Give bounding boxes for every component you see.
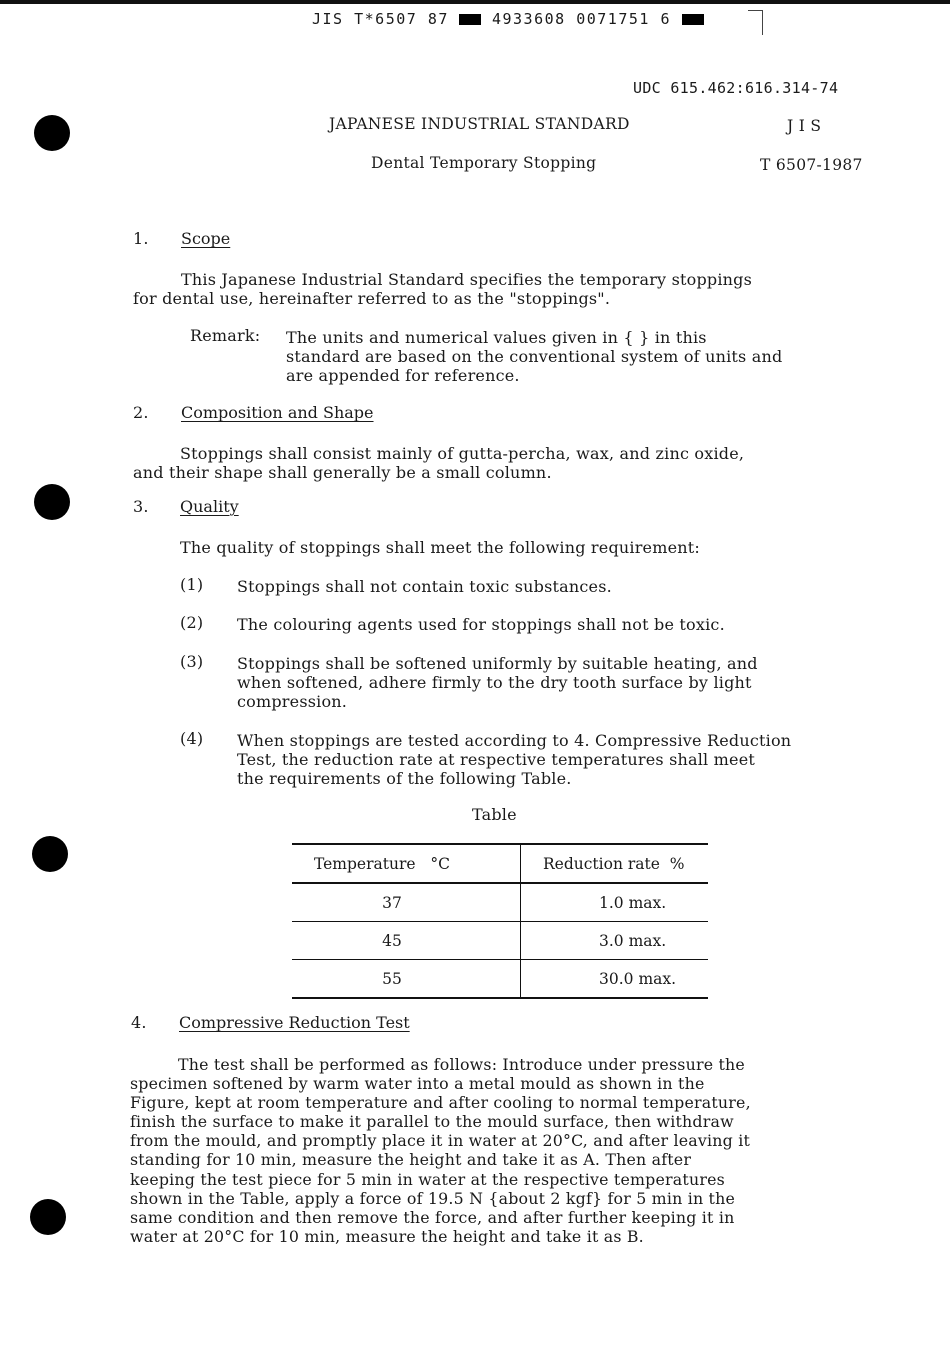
remark-line: are appended for reference. <box>286 366 520 385</box>
section-4-number: 4. <box>131 1013 147 1032</box>
table-row <box>292 960 708 999</box>
section-1-line: This Japanese Industrial Standard specifies the temporary stoppings <box>181 270 753 289</box>
table-caption: Table <box>472 805 517 824</box>
section-4-body <box>130 1055 870 1246</box>
table-row <box>292 922 708 960</box>
section-3-title: Quality <box>180 497 239 516</box>
punch-hole-icon <box>32 836 68 872</box>
scan-header <box>312 10 704 28</box>
quality-item-line: The colouring agents used for stoppings shall not be toxic. <box>237 615 725 634</box>
scan-top-edge <box>0 0 950 4</box>
table-header-row <box>292 844 708 883</box>
section-1-number: 1. <box>133 229 149 248</box>
punch-hole-icon <box>30 1199 66 1235</box>
quality-item-number: (1) <box>180 575 204 594</box>
udc-code: UDC 615.462:616.314-74 <box>633 79 839 97</box>
section-3-intro: The quality of stoppings shall meet the following requirement: <box>180 538 700 557</box>
column-header-reduction-rate: Reduction rate % <box>543 854 685 873</box>
table-row <box>292 883 708 922</box>
quality-item-number: (2) <box>180 613 204 632</box>
document-title: Dental Temporary Stopping <box>371 154 597 172</box>
quality-item-line: when softened, adhere firmly to the dry tooth surface by light <box>237 673 752 692</box>
section-3-number: 3. <box>133 497 149 516</box>
section-4-line: finish the surface to make it parallel to the mould surface, then withdraw <box>130 1112 734 1132</box>
section-2-number: 2. <box>133 403 149 422</box>
cell-temperature: 37 <box>292 883 521 922</box>
section-1-title: Scope <box>181 229 231 248</box>
section-2-line: and their shape shall generally be a small column. <box>133 463 552 482</box>
quality-item-line: Stoppings shall not contain toxic substances. <box>237 577 612 596</box>
cell-reduction-rate: 1.0 max. <box>599 893 667 912</box>
quality-item-number: (4) <box>180 729 204 748</box>
section-4-line: water at 20°C for 10 min, measure the height and take it as B. <box>130 1226 644 1246</box>
quality-item-text <box>237 577 867 596</box>
section-2-body <box>133 444 843 482</box>
section-1-body <box>133 270 833 308</box>
quality-item-number: (3) <box>180 652 204 671</box>
quality-item-text <box>237 615 867 634</box>
scan-code-left: JIS T*6507 87 <box>312 10 449 28</box>
section-4-line: standing for 10 min, measure the height and take it as A. Then after <box>130 1150 692 1170</box>
section-4-line: shown in the Table, apply a force of 19.5 N {about 2 kgf} for 5 min in the <box>130 1188 736 1208</box>
section-4-title: Compressive Reduction Test <box>179 1013 410 1032</box>
section-2-line: Stoppings shall consist mainly of gutta-percha, wax, and zinc oxide, <box>180 444 745 463</box>
column-header-temperature: Temperature °C <box>292 844 521 883</box>
section-4-line: keeping the test piece for 5 min in water at the respective temperatures <box>130 1169 725 1189</box>
quality-item-line: Test, the reduction rate at respective temperatures shall meet <box>237 750 755 769</box>
cell-temperature: 55 <box>292 960 521 999</box>
designation: T 6507-1987 <box>760 156 863 174</box>
redaction-block-icon <box>682 14 704 25</box>
remark-line: standard are based on the conventional system of units and <box>286 347 783 366</box>
punch-hole-icon <box>34 484 70 520</box>
punch-hole-icon <box>34 115 70 151</box>
reduction-rate-table <box>292 843 708 999</box>
section-4-line: from the mould, and promptly place it in water at 20°C, and after leaving it <box>130 1131 751 1151</box>
section-4-line: The test shall be performed as follows: Introduce under pressure the <box>178 1055 745 1074</box>
standard-title: JAPANESE INDUSTRIAL STANDARD <box>329 115 630 133</box>
quality-item-line: compression. <box>237 692 348 711</box>
cell-temperature: 45 <box>292 922 521 960</box>
quality-item-text <box>237 731 877 788</box>
section-2-title: Composition and Shape <box>181 403 374 422</box>
quality-item-text <box>237 654 867 711</box>
quality-item-line: Stoppings shall be softened uniformly by suitable heating, and <box>237 654 758 673</box>
quality-item-line: the requirements of the following Table. <box>237 769 572 788</box>
quality-item-line: When stoppings are tested according to 4. Compressive Reduction <box>237 731 792 750</box>
remark-body <box>286 328 861 385</box>
scan-code-middle: 4933608 0071751 6 <box>491 10 671 28</box>
section-4-line: same condition and then remove the force, and after further keeping it in <box>130 1207 735 1227</box>
redaction-block-icon <box>459 14 481 25</box>
section-4-line: Figure, kept at room temperature and after cooling to normal temperature, <box>130 1093 751 1113</box>
remark-label: Remark: <box>190 326 261 345</box>
jis-mark: J I S <box>787 117 822 135</box>
section-1-line: for dental use, hereinafter referred to as the "stoppings". <box>133 289 611 308</box>
cell-reduction-rate: 3.0 max. <box>599 931 667 950</box>
section-4-line: specimen softened by warm water into a metal mould as shown in the <box>130 1074 705 1094</box>
cell-reduction-rate: 30.0 max. <box>599 969 677 988</box>
scan-corner-mark <box>748 10 763 35</box>
remark-line: The units and numerical values given in { } in this <box>286 328 707 347</box>
